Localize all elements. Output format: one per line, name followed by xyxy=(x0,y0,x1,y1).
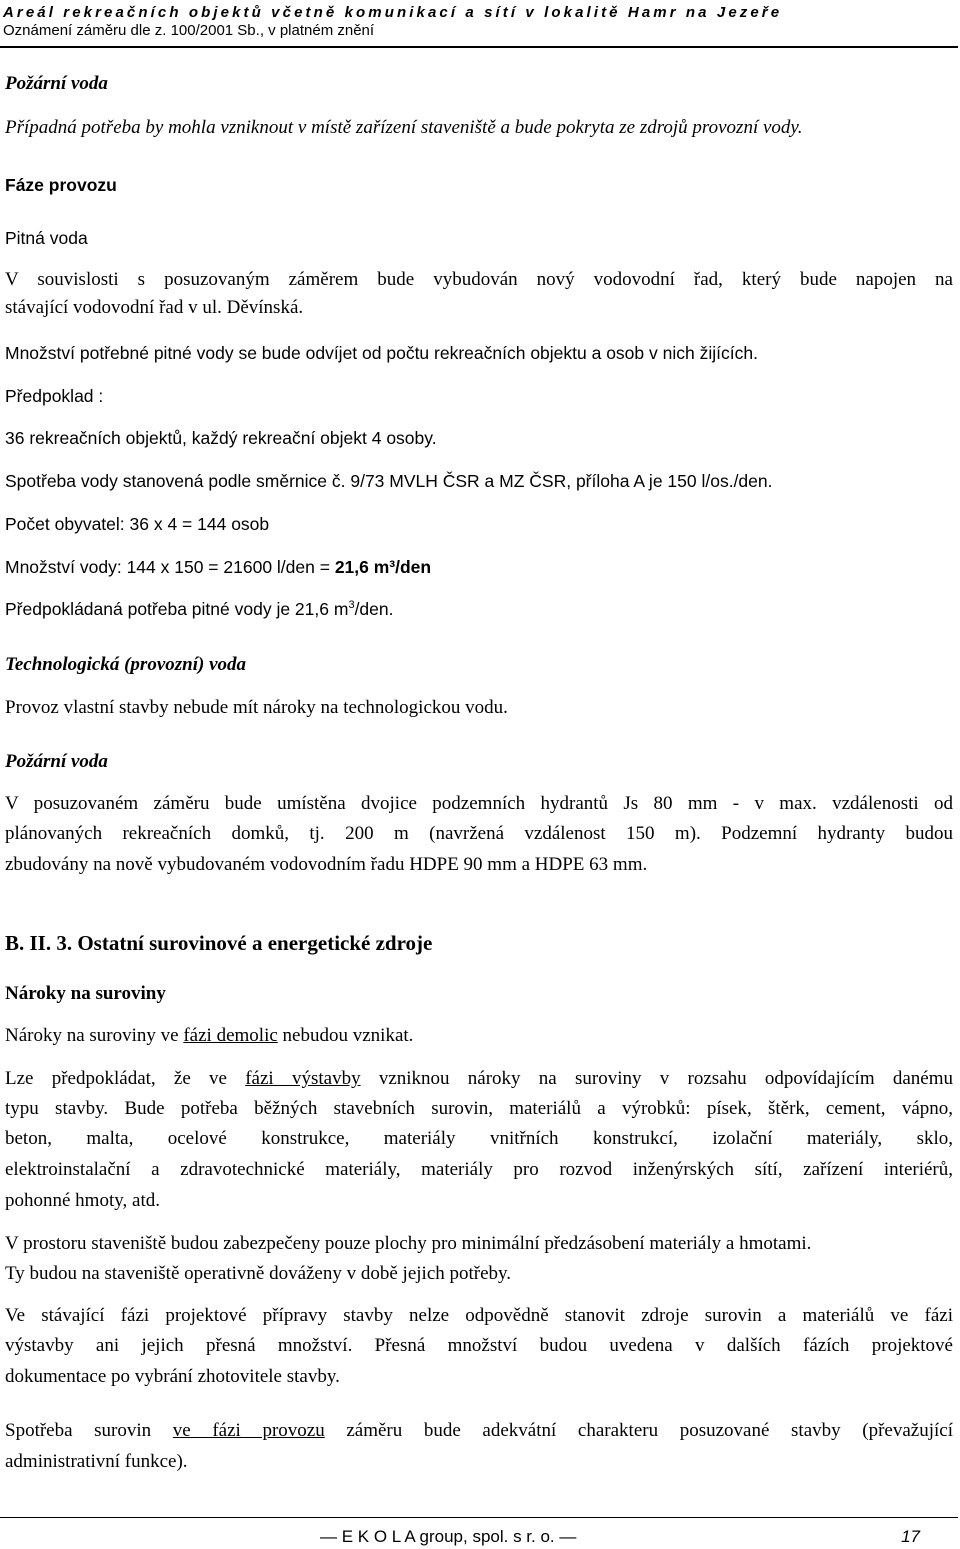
potable-paragraph-line-2: stávající vodovodní řad v ul. Děvínská. xyxy=(5,297,304,318)
fire-water-operation-heading: Požární voda xyxy=(5,751,108,772)
assumption-label: Předpoklad : xyxy=(5,386,104,406)
preparation-line-2: výstavby ani jejich přesná množství. Přesná množství budou uvedena v dalších fázích projektové xyxy=(5,1335,953,1356)
operation-use-line-1 xyxy=(5,1420,953,1442)
potable-amount-paragraph: Množství potřebné pitné vody se bude odvíjet od počtu rekreačních objektu a osob v nich žijících. xyxy=(5,343,758,363)
expected-superscript: 3 xyxy=(348,599,355,611)
construction-line-5: pohonné hmoty, atd. xyxy=(5,1190,160,1211)
construction-line-2: typu stavby. Bude potřeba běžných stavebních surovin, materiálů a výrobků: písek, štěrk, cement, vápno, xyxy=(5,1098,953,1119)
population-calc: Počet obyvatel: 36 x 4 = 144 osob xyxy=(5,514,270,534)
footer-rule xyxy=(0,1517,958,1518)
fire-water-line-3: zbudovány na nově vybudovaném vodovodním řadu HDPE 90 mm a HDPE 63 mm. xyxy=(5,854,648,875)
construction-phase-term: fázi výstavby xyxy=(245,1068,361,1089)
water-amount-calc xyxy=(5,556,431,578)
construction-pre: Lze předpokládat, že ve xyxy=(5,1068,246,1089)
raw-materials-heading: Nároky na suroviny xyxy=(5,983,166,1004)
preparation-line-3: dokumentace po vybrání zhotovitele stavby. xyxy=(5,1366,340,1387)
demolition-post: nebudou vznikat. xyxy=(277,1025,414,1046)
header-subtitle: Oznámení záměru dle z. 100/2001 Sb., v platném znění xyxy=(3,22,375,39)
expected-suffix: /den. xyxy=(354,599,394,619)
construction-line-3: beton, malta, ocelové konstrukce, materiály vnitřních konstrukcí, izolační materiály, sklo, xyxy=(5,1128,953,1149)
header-rule xyxy=(0,46,958,48)
assumption-text: 36 rekreačních objektů, každý rekreační objekt 4 osoby. xyxy=(5,428,437,448)
consumption-text: Spotřeba vody stanovená podle směrnice č. 9/73 MVLH ČSR a MZ ČSR, příloha A je 150 l/os./den. xyxy=(5,471,773,491)
potable-water-heading: Pitná voda xyxy=(5,228,88,248)
technological-water-heading: Technologická (provozní) voda xyxy=(5,654,247,675)
operation-use-line-2: administrativní funkce). xyxy=(5,1451,188,1472)
section-heading: B. II. 3. Ostatní surovinové a energetické zdroje xyxy=(5,931,433,955)
fire-water-heading: Požární voda xyxy=(5,73,108,94)
water-amount-result: 21,6 m³/den xyxy=(334,557,432,577)
preparation-line-1: Ve stávající fázi projektové přípravy stavby nelze odpovědně stanovit zdroje surovin a materiálů ve fázi xyxy=(5,1305,953,1326)
operation-use-post: záměru bude adekvátní charakteru posuzované stavby (převažující xyxy=(324,1420,953,1441)
demolition-phase-term: fázi demolic xyxy=(183,1025,278,1046)
header-title: Areál rekreačních objektů včetně komunikací a sítí v lokalitě Hamr na Jezeře xyxy=(3,4,783,21)
operation-use-pre: Spotřeba surovin xyxy=(5,1420,173,1441)
operation-phase-term: ve fázi provozu xyxy=(172,1420,325,1441)
demolition-paragraph xyxy=(5,1025,413,1047)
fire-water-text: Případná potřeba by mohla vzniknout v místě zařízení staveniště a bude pokryta ze zdrojů provozní vody. xyxy=(5,117,803,138)
construction-post: vzniknou nároky na suroviny v rozsahu odpovídajícím danému xyxy=(360,1068,954,1089)
fire-water-line-1: V posuzovaném záměru bude umístěna dvojice podzemních hydrantů Js 80 mm - v max. vzdálenosti od xyxy=(5,793,953,814)
site-line-2: Ty budou na staveniště operativně dováženy v době jejich potřeby. xyxy=(5,1263,512,1284)
potable-paragraph-line-1: V souvislosti s posuzovaným záměrem bude vybudován nový vodovodní řad, který bude napojen na xyxy=(5,269,953,290)
operation-heading: Fáze provozu xyxy=(5,175,117,195)
water-amount-prefix: Množství vody: 144 x 150 = 21600 l/den = xyxy=(5,557,335,577)
site-line-1: V prostoru staveniště budou zabezpečeny pouze plochy pro minimální předzásobení materiály a hmotami. xyxy=(5,1233,812,1254)
technological-water-text: Provoz vlastní stavby nebude mít nároky na technologickou vodu. xyxy=(5,697,508,718)
fire-water-line-2: plánovaných rekreačních domků, tj. 200 m (navržená vzdálenost 150 m). Podzemní hydranty budou xyxy=(5,823,953,844)
expected-consumption xyxy=(5,598,394,620)
construction-line-1 xyxy=(5,1068,953,1090)
footer-company: — E K O L A group, spol. s r. o. — xyxy=(320,1527,577,1546)
expected-prefix: Předpokládaná potřeba pitné vody je 21,6 m xyxy=(5,599,349,619)
page-number: 17 xyxy=(901,1527,920,1546)
demolition-pre: Nároky na suroviny ve xyxy=(5,1025,184,1046)
construction-line-4: elektroinstalační a zdravotechnické materiály, materiály pro rozvod inženýrských sítí, zařízení interiérů, xyxy=(5,1159,953,1180)
